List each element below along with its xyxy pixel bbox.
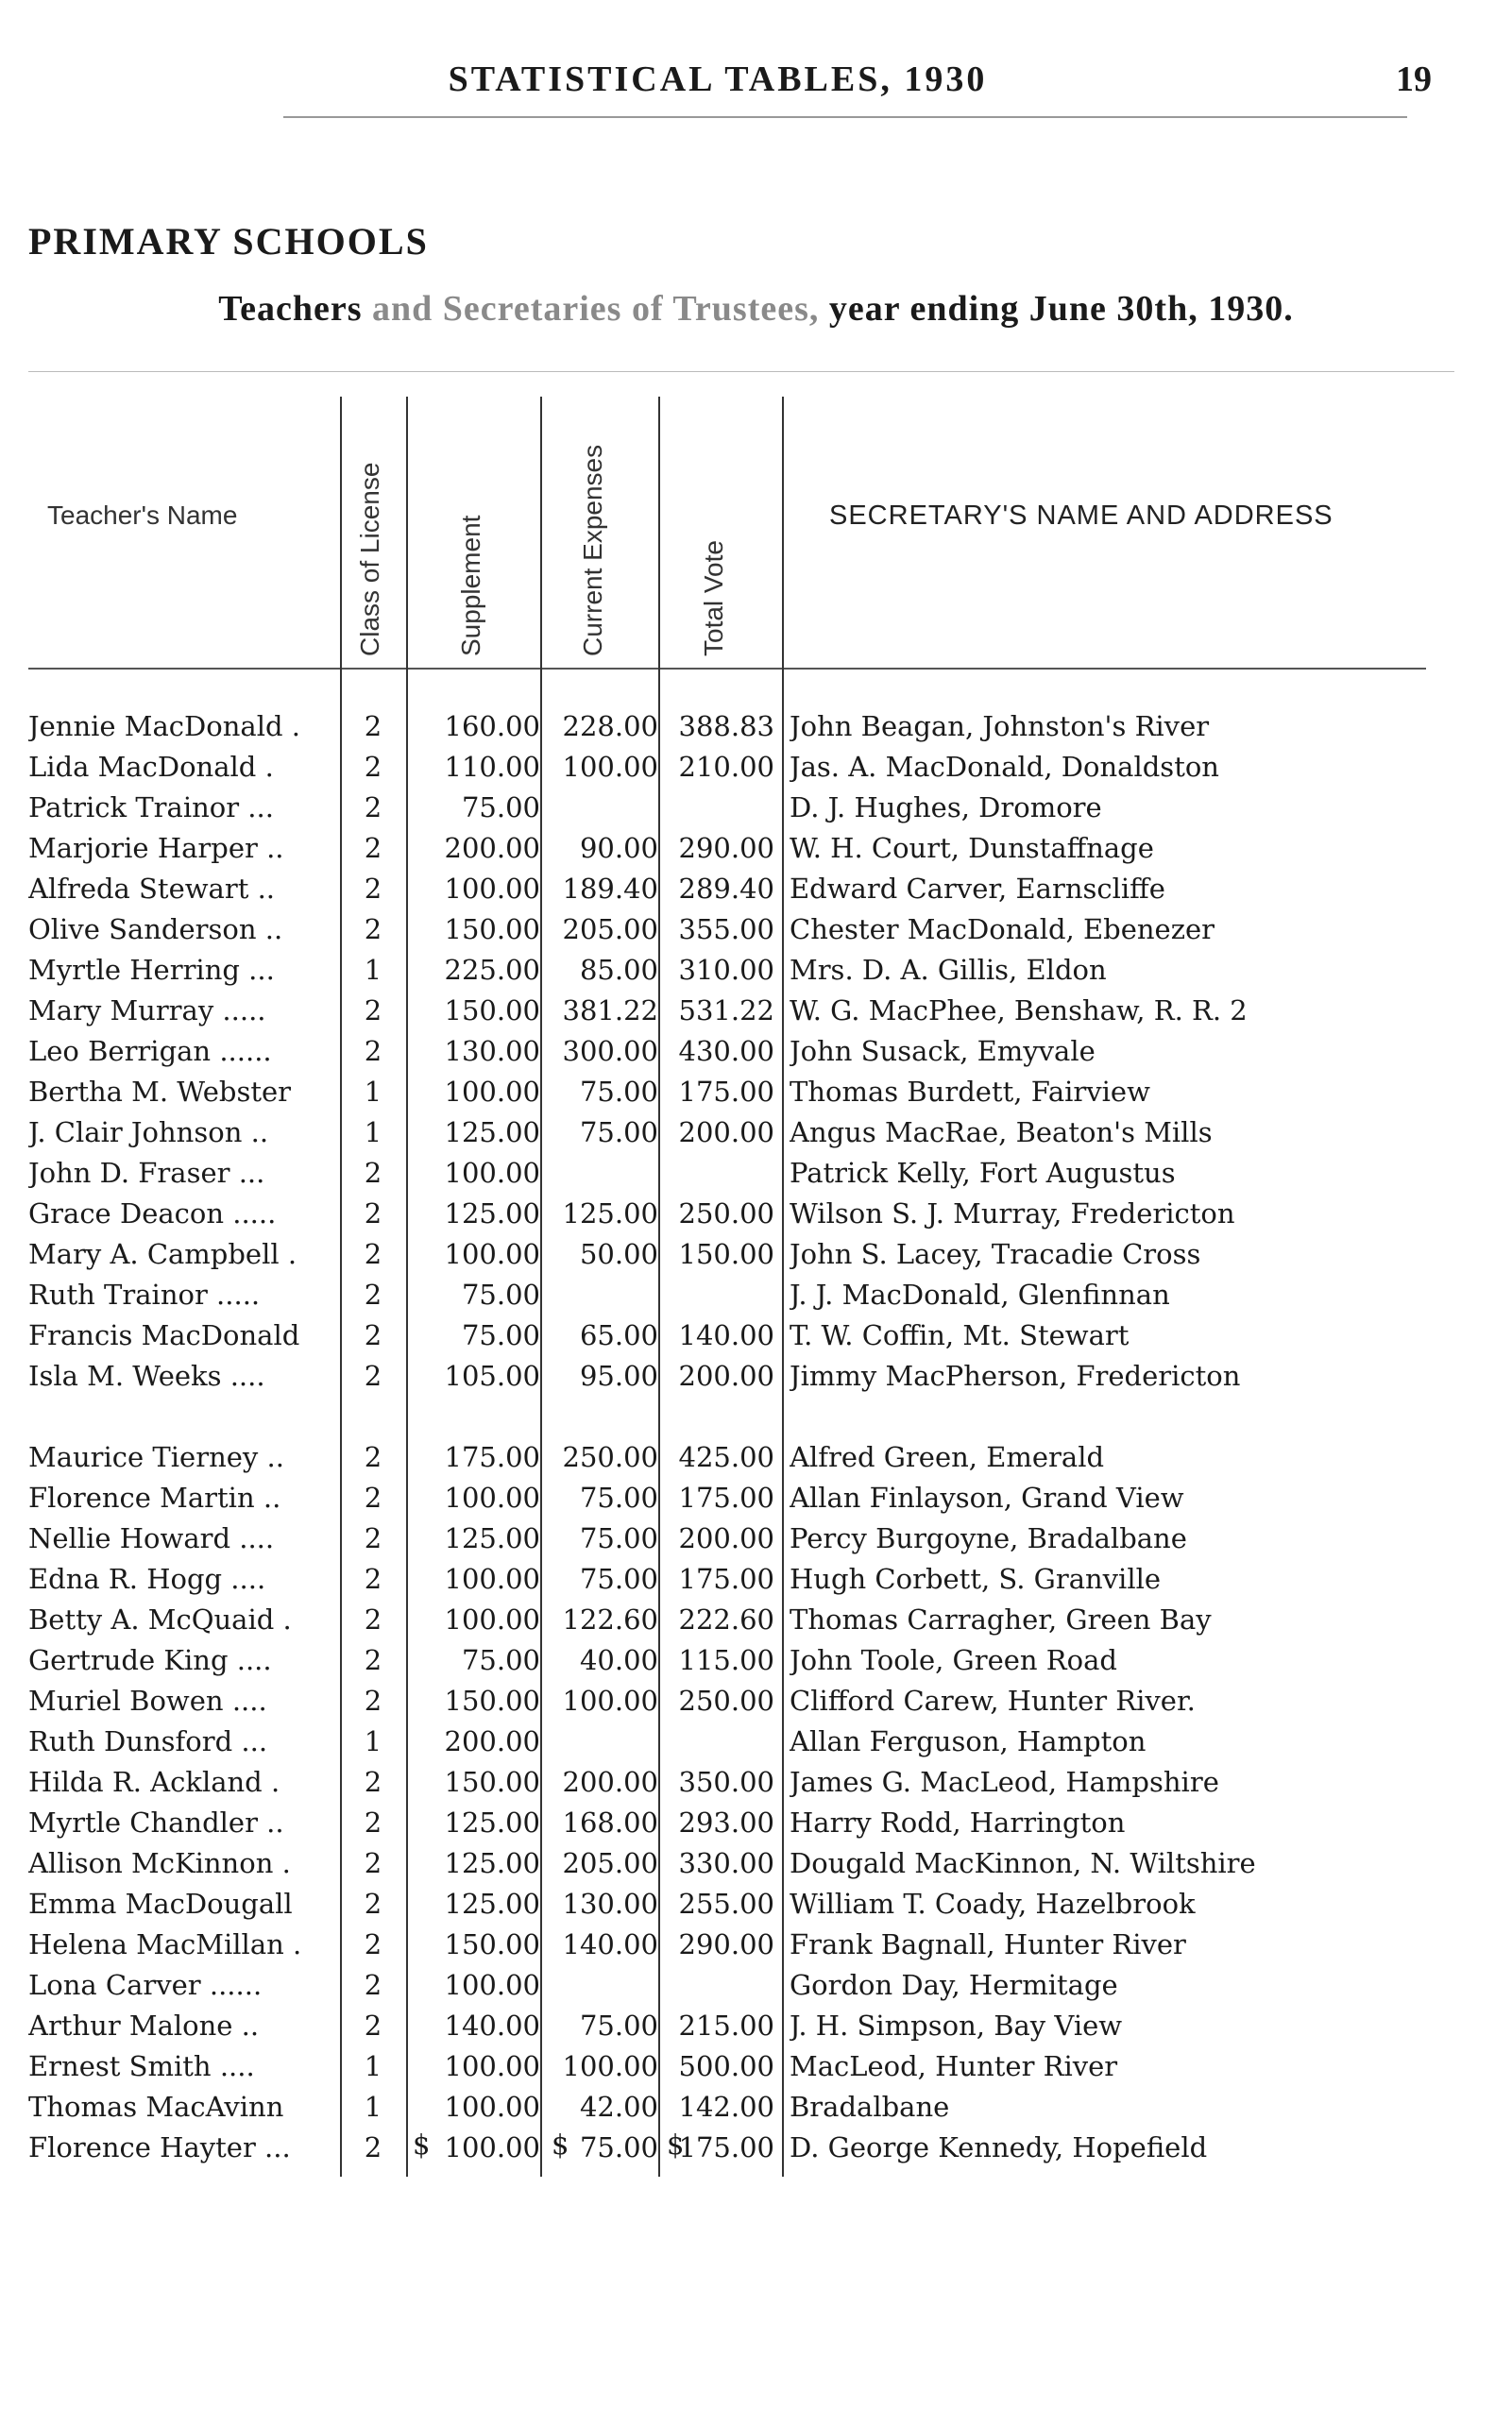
teacher-name: Edna R. Hogg .... (28, 1563, 266, 1595)
secretary-name-address: Jas. A. MacDonald, Donaldston (790, 751, 1219, 783)
current-expenses-value: 122.60 (562, 1603, 658, 1636)
secretary-name-address: MacLeod, Hunter River (790, 2050, 1118, 2082)
running-title: STATISTICAL TABLES, 1930 (448, 59, 988, 99)
current-expenses-value: 381.22 (562, 994, 658, 1026)
secretary-name-address: Bradalbane (790, 2091, 950, 2123)
teacher-name: J. Clair Johnson .. (28, 1116, 269, 1148)
table-row (0, 1437, 1512, 1478)
current-expenses-value: 65.00 (579, 1319, 658, 1351)
total-vote-value: 531.22 (678, 994, 774, 1026)
license-class: 2 (364, 1685, 382, 1717)
teacher-name: Alfreda Stewart .. (28, 873, 276, 905)
license-class: 2 (364, 1035, 382, 1067)
secretary-name-address: Frank Bagnall, Hunter River (790, 1928, 1186, 1960)
section-title: PRIMARY SCHOOLS (28, 220, 429, 263)
teacher-name: Myrtle Chandler .. (28, 1807, 284, 1839)
table-row (0, 2087, 1512, 2128)
license-class: 1 (364, 1076, 382, 1108)
secretary-name-address: T. W. Coffin, Mt. Stewart (790, 1319, 1130, 1351)
license-class: 2 (364, 1928, 382, 1960)
teacher-name: Florence Hayter ... (28, 2131, 291, 2163)
supplement-value: 160.00 (444, 710, 540, 742)
total-vote-value: 290.00 (678, 832, 774, 864)
secretary-name-address: W. G. MacPhee, Benshaw, R. R. 2 (790, 994, 1248, 1026)
table-row (0, 1153, 1512, 1194)
teacher-name: Hilda R. Ackland . (28, 1766, 280, 1798)
column-header-supplement: Supplement (456, 515, 485, 656)
secretary-name-address: Chester MacDonald, Ebenezer (790, 913, 1215, 945)
license-class: 2 (364, 1969, 382, 2001)
table-row (0, 869, 1512, 909)
license-class: 2 (364, 751, 382, 783)
supplement-value: 75.00 (461, 791, 540, 823)
total-vote-value: 350.00 (678, 1766, 774, 1798)
license-class: 1 (364, 954, 382, 986)
table-row (0, 1072, 1512, 1112)
teacher-name: Bertha M. Webster (28, 1076, 292, 1108)
teacher-name: Gertrude King .... (28, 1644, 272, 1676)
current-expenses-value: 75.00 (579, 2010, 658, 2042)
supplement-value: 100.00 (444, 1603, 540, 1636)
total-vote-value: 200.00 (678, 1522, 774, 1554)
current-expenses-value: 95.00 (579, 1360, 658, 1392)
current-expenses-value: 250.00 (562, 1441, 658, 1473)
teacher-name: Patrick Trainor ... (28, 791, 274, 823)
current-expenses-value: 205.00 (562, 1847, 658, 1879)
license-class: 2 (364, 2131, 382, 2163)
supplement-value: 100.00 (444, 873, 540, 905)
total-vote-value: 425.00 (678, 1441, 774, 1473)
secretary-name-address: W. H. Court, Dunstaffnage (790, 832, 1154, 864)
table-row (0, 950, 1512, 991)
secretary-name-address: Mrs. D. A. Gillis, Eldon (790, 954, 1107, 986)
license-class: 2 (364, 1847, 382, 1879)
teacher-name: Jennie MacDonald . (28, 710, 300, 742)
current-expenses-value: 200.00 (562, 1766, 658, 1798)
dollar-sign: $ (413, 2129, 431, 2161)
teacher-name: Nellie Howard .... (28, 1522, 275, 1554)
current-expenses-value: 130.00 (562, 1888, 658, 1920)
secretary-name-address: William T. Coady, Hazelbrook (790, 1888, 1196, 1920)
current-expenses-value: 228.00 (562, 710, 658, 742)
current-expenses-value: 140.00 (562, 1928, 658, 1960)
secretary-name-address: Thomas Burdett, Fairview (790, 1076, 1150, 1108)
table-row (0, 2046, 1512, 2087)
secretary-name-address: D. J. Hughes, Dromore (790, 791, 1102, 823)
supplement-value: 175.00 (444, 1441, 540, 1473)
teacher-name: John D. Fraser ... (28, 1157, 265, 1189)
total-vote-value: 250.00 (678, 1197, 774, 1230)
total-vote-value: 142.00 (678, 2091, 774, 2123)
license-class: 2 (364, 1197, 382, 1230)
current-expenses-value: 125.00 (562, 1197, 658, 1230)
dollar-sign: $ (552, 2129, 569, 2161)
table-row (0, 1640, 1512, 1681)
table-row (0, 1356, 1512, 1397)
total-vote-value: 175.00 (678, 1076, 774, 1108)
total-vote-value: 215.00 (678, 2010, 774, 2042)
teacher-name: Mary A. Campbell . (28, 1238, 297, 1270)
current-expenses-value: 205.00 (562, 913, 658, 945)
license-class: 2 (364, 710, 382, 742)
current-expenses-value: 100.00 (562, 1685, 658, 1717)
supplement-value: 225.00 (444, 954, 540, 986)
secretary-name-address: Dougald MacKinnon, N. Wiltshire (790, 1847, 1256, 1879)
current-expenses-value: 75.00 (579, 1563, 658, 1595)
license-class: 1 (364, 1725, 382, 1757)
secretary-name-address: Harry Rodd, Harrington (790, 1807, 1126, 1839)
license-class: 2 (364, 832, 382, 864)
teacher-name: Lona Carver ...... (28, 1969, 263, 2001)
teacher-name: Helena MacMillan . (28, 1928, 302, 1960)
secretary-name-address: Percy Burgoyne, Bradalbane (790, 1522, 1187, 1554)
teacher-name: Florence Martin .. (28, 1482, 281, 1514)
supplement-value: 150.00 (444, 913, 540, 945)
supplement-value: 100.00 (444, 2131, 540, 2163)
total-vote-value: 175.00 (678, 2131, 774, 2163)
total-vote-value: 140.00 (678, 1319, 774, 1351)
total-vote-value: 430.00 (678, 1035, 774, 1067)
license-class: 2 (364, 1563, 382, 1595)
supplement-value: 100.00 (444, 1076, 540, 1108)
table-row (0, 706, 1512, 747)
current-expenses-value: 100.00 (562, 2050, 658, 2082)
table-row (0, 2128, 1512, 2168)
secretary-name-address: Allan Finlayson, Grand View (790, 1482, 1184, 1514)
total-vote-value: 500.00 (678, 2050, 774, 2082)
total-vote-value: 175.00 (678, 1563, 774, 1595)
teacher-name: Isla M. Weeks .... (28, 1360, 265, 1392)
total-vote-value: 355.00 (678, 913, 774, 945)
secretary-name-address: Clifford Carew, Hunter River. (790, 1685, 1196, 1717)
license-class: 2 (364, 1157, 382, 1189)
teacher-name: Emma MacDougall (28, 1888, 293, 1920)
license-class: 2 (364, 2010, 382, 2042)
table-row (0, 747, 1512, 788)
current-expenses-value: 50.00 (579, 1238, 658, 1270)
table-row (0, 1803, 1512, 1843)
table-row (0, 1843, 1512, 1884)
current-expenses-value: 75.00 (579, 1076, 658, 1108)
secretary-name-address: Jimmy MacPherson, Fredericton (790, 1360, 1241, 1392)
license-class: 2 (364, 1766, 382, 1798)
total-vote-value: 250.00 (678, 1685, 774, 1717)
table-row (0, 788, 1512, 828)
table-row (0, 2006, 1512, 2046)
total-vote-value: 310.00 (678, 954, 774, 986)
current-expenses-value: 75.00 (579, 1522, 658, 1554)
license-class: 2 (364, 1482, 382, 1514)
table-row (0, 1031, 1512, 1072)
secretary-name-address: J. J. MacDonald, Glenfinnan (790, 1279, 1170, 1311)
subtitle-part-3: year ending June 30th, 1930. (828, 289, 1294, 329)
license-class: 1 (364, 1116, 382, 1148)
secretary-name-address: Alfred Green, Emerald (790, 1441, 1105, 1473)
table-subtitle (0, 288, 1512, 330)
license-class: 2 (364, 1238, 382, 1270)
teacher-name: Ernest Smith .... (28, 2050, 255, 2082)
secretary-name-address: Gordon Day, Hermitage (790, 1969, 1118, 2001)
total-vote-value: 289.40 (678, 873, 774, 905)
supplement-value: 100.00 (444, 1969, 540, 2001)
dollar-sign: $ (667, 2129, 685, 2161)
secretary-name-address: James G. MacLeod, Hampshire (790, 1766, 1219, 1798)
license-class: 2 (364, 791, 382, 823)
supplement-value: 140.00 (444, 2010, 540, 2042)
column-header-total-vote: Total Vote (699, 540, 728, 656)
teacher-name: Leo Berrigan ...... (28, 1035, 272, 1067)
table-row (0, 1194, 1512, 1234)
secretary-name-address: Edward Carver, Earnscliffe (790, 873, 1165, 905)
supplement-value: 200.00 (444, 832, 540, 864)
table-header-rule (28, 668, 1426, 670)
total-vote-value: 255.00 (678, 1888, 774, 1920)
license-class: 2 (364, 1441, 382, 1473)
table-row (0, 1275, 1512, 1315)
supplement-value: 125.00 (444, 1888, 540, 1920)
license-class: 2 (364, 1279, 382, 1311)
secretary-name-address: Hugh Corbett, S. Granville (790, 1563, 1162, 1595)
supplement-value: 125.00 (444, 1847, 540, 1879)
supplement-value: 150.00 (444, 1766, 540, 1798)
supplement-value: 150.00 (444, 1685, 540, 1717)
teacher-name: Lida MacDonald . (28, 751, 274, 783)
supplement-value: 125.00 (444, 1116, 540, 1148)
supplement-value: 100.00 (444, 1563, 540, 1595)
table-row (0, 1965, 1512, 2006)
supplement-value: 105.00 (444, 1360, 540, 1392)
table-row (0, 1315, 1512, 1356)
supplement-value: 130.00 (444, 1035, 540, 1067)
license-class: 2 (364, 1360, 382, 1392)
total-vote-value: 175.00 (678, 1482, 774, 1514)
column-header-class-of-license: Class of License (355, 462, 384, 656)
subtitle-part-1: Teachers (218, 289, 363, 329)
current-expenses-value: 90.00 (579, 832, 658, 864)
table-row (0, 1559, 1512, 1600)
header-divider (283, 116, 1407, 118)
total-vote-value: 115.00 (678, 1644, 774, 1676)
total-vote-value: 222.60 (678, 1603, 774, 1636)
column-header-secretary: SECRETARY'S NAME AND ADDRESS (829, 500, 1334, 531)
current-expenses-value: 168.00 (562, 1807, 658, 1839)
current-expenses-value: 75.00 (579, 1116, 658, 1148)
current-expenses-value: 189.40 (562, 873, 658, 905)
table-row (0, 1112, 1512, 1153)
license-class: 2 (364, 1807, 382, 1839)
license-class: 2 (364, 913, 382, 945)
total-vote-value: 388.83 (678, 710, 774, 742)
teacher-name: Olive Sanderson .. (28, 913, 283, 945)
total-vote-value: 293.00 (678, 1807, 774, 1839)
supplement-value: 125.00 (444, 1807, 540, 1839)
table-row (0, 1762, 1512, 1803)
license-class: 2 (364, 1644, 382, 1676)
table-row (0, 1518, 1512, 1559)
table-row (0, 991, 1512, 1031)
current-expenses-value: 42.00 (579, 2091, 658, 2123)
license-class: 1 (364, 2091, 382, 2123)
supplement-value: 100.00 (444, 1157, 540, 1189)
teacher-name: Arthur Malone .. (28, 2010, 260, 2042)
table-row (0, 1234, 1512, 1275)
secretary-name-address: Thomas Carragher, Green Bay (790, 1603, 1212, 1636)
total-vote-value: 200.00 (678, 1360, 774, 1392)
secretary-name-address: John S. Lacey, Tracadie Cross (790, 1238, 1201, 1270)
teacher-name: Maurice Tierney .. (28, 1441, 284, 1473)
secretary-name-address: Allan Ferguson, Hampton (790, 1725, 1147, 1757)
table-row (0, 1925, 1512, 1965)
supplement-value: 150.00 (444, 994, 540, 1026)
table-row (0, 1478, 1512, 1518)
secretary-name-address: Patrick Kelly, Fort Augustus (790, 1157, 1176, 1189)
supplement-value: 125.00 (444, 1522, 540, 1554)
supplement-value: 100.00 (444, 2091, 540, 2123)
teacher-name: Francis MacDonald (28, 1319, 300, 1351)
page-number: 19 (1396, 59, 1432, 99)
secretary-name-address: John Beagan, Johnston's River (790, 710, 1210, 742)
license-class: 1 (364, 2050, 382, 2082)
total-vote-value: 150.00 (678, 1238, 774, 1270)
secretary-name-address: John Toole, Green Road (790, 1644, 1117, 1676)
total-vote-value: 200.00 (678, 1116, 774, 1148)
supplement-value: 150.00 (444, 1928, 540, 1960)
teacher-name: Muriel Bowen .... (28, 1685, 267, 1717)
supplement-value: 125.00 (444, 1197, 540, 1230)
column-header-teacher-name: Teacher's Name (47, 500, 238, 530)
license-class: 2 (364, 1522, 382, 1554)
supplement-value: 100.00 (444, 2050, 540, 2082)
teacher-name: Marjorie Harper .. (28, 832, 284, 864)
supplement-value: 75.00 (461, 1644, 540, 1676)
teacher-name: Allison McKinnon . (28, 1847, 291, 1879)
table-row (0, 1884, 1512, 1925)
secretary-name-address: D. George Kennedy, Hopefield (790, 2131, 1208, 2163)
license-class: 2 (364, 1888, 382, 1920)
secretary-name-address: J. H. Simpson, Bay View (790, 2010, 1123, 2042)
current-expenses-value: 85.00 (579, 954, 658, 986)
current-expenses-value: 40.00 (579, 1644, 658, 1676)
table-row (0, 1681, 1512, 1722)
supplement-value: 75.00 (461, 1279, 540, 1311)
table-row (0, 909, 1512, 950)
table-row (0, 828, 1512, 869)
column-header-current-expenses: Current Expenses (578, 444, 607, 656)
table-row (0, 1600, 1512, 1640)
teacher-name: Ruth Dunsford ... (28, 1725, 268, 1757)
teacher-name: Myrtle Herring ... (28, 954, 275, 986)
table-top-rule (28, 371, 1454, 372)
current-expenses-value: 75.00 (579, 1482, 658, 1514)
secretary-name-address: Angus MacRae, Beaton's Mills (790, 1116, 1213, 1148)
subtitle-part-2: and Secretaries of Trustees, (372, 289, 820, 329)
secretary-name-address: John Susack, Emyvale (790, 1035, 1096, 1067)
supplement-value: 100.00 (444, 1238, 540, 1270)
teacher-name: Ruth Trainor ..... (28, 1279, 261, 1311)
supplement-value: 100.00 (444, 1482, 540, 1514)
license-class: 2 (364, 1319, 382, 1351)
total-vote-value: 290.00 (678, 1928, 774, 1960)
license-class: 2 (364, 1603, 382, 1636)
total-vote-value: 330.00 (678, 1847, 774, 1879)
teacher-name: Grace Deacon ..... (28, 1197, 277, 1230)
table-row (0, 1722, 1512, 1762)
teacher-name: Betty A. McQuaid . (28, 1603, 292, 1636)
current-expenses-value: 300.00 (562, 1035, 658, 1067)
current-expenses-value: 75.00 (579, 2131, 658, 2163)
secretary-name-address: Wilson S. J. Murray, Fredericton (790, 1197, 1235, 1230)
supplement-value: 200.00 (444, 1725, 540, 1757)
teacher-name: Thomas MacAvinn (28, 2091, 284, 2123)
supplement-value: 110.00 (444, 751, 540, 783)
total-vote-value: 210.00 (678, 751, 774, 783)
license-class: 2 (364, 873, 382, 905)
teacher-name: Mary Murray ..... (28, 994, 266, 1026)
supplement-value: 75.00 (461, 1319, 540, 1351)
current-expenses-value: 100.00 (562, 751, 658, 783)
license-class: 2 (364, 994, 382, 1026)
